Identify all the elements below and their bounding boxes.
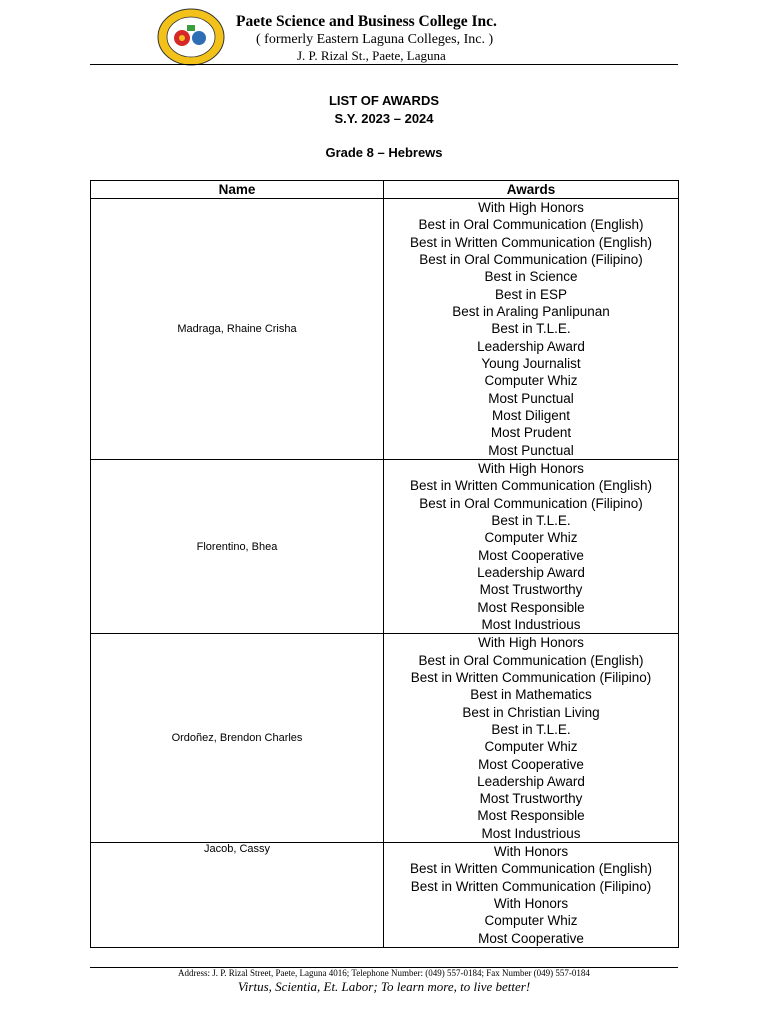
award-item: Most Punctual (488, 442, 574, 458)
award-item: Best in Christian Living (462, 704, 600, 720)
award-item: Leadership Award (477, 564, 585, 580)
document-title: LIST OF AWARDS (328, 93, 440, 108)
student-name: Jacob, Cassy (91, 843, 384, 948)
award-item: Best in T.L.E. (491, 721, 571, 737)
award-item: Most Trustworthy (479, 791, 583, 807)
award-item: With High Honors (478, 635, 584, 651)
awards-cell (384, 843, 679, 948)
table-row (91, 843, 679, 948)
grade-section: Grade 8 – Hebrews (325, 145, 443, 160)
award-item: Best in Written Communication (Filipino) (410, 878, 652, 894)
column-header-awards: Awards (384, 181, 679, 199)
award-item: Computer Whiz (484, 373, 578, 389)
footer-address: Address: J. P. Rizal Street, Paete, Laguna 4016; Telephone Number: (049) 557-0184; Fax Number (049) 557-0184 (178, 968, 590, 978)
award-item: With High Honors (478, 460, 584, 476)
student-name: Florentino, Bhea (91, 459, 384, 633)
header-divider (90, 64, 678, 65)
award-item: With Honors (493, 896, 569, 912)
award-item: Most Cooperative (478, 756, 584, 772)
table-row (91, 459, 679, 633)
award-item: Computer Whiz (484, 913, 578, 929)
award-item: Best in Science (484, 269, 578, 285)
award-item: Best in T.L.E. (491, 512, 571, 528)
award-item: Best in Oral Communication (Filipino) (419, 495, 643, 511)
award-item: Computer Whiz (484, 739, 578, 755)
award-item: Most Industrious (481, 825, 581, 841)
award-item: Most Punctual (488, 390, 574, 406)
award-item: Best in Written Communication (Filipino) (410, 669, 652, 685)
table-row (91, 199, 679, 460)
award-item: Best in Oral Communication (Filipino) (419, 251, 643, 267)
awards-cell (384, 199, 679, 460)
award-item: Most Prudent (490, 425, 572, 441)
student-name: Madraga, Rhaine Crisha (91, 199, 384, 460)
award-item: Best in Written Communication (English) (409, 861, 653, 877)
award-item: Best in Written Communication (English) (409, 478, 653, 494)
award-item: Best in Oral Communication (English) (418, 652, 644, 668)
student-name: Ordoñez, Brendon Charles (91, 634, 384, 843)
award-item: Most Responsible (477, 599, 585, 615)
awards-table (90, 180, 679, 948)
award-item: Best in ESP (494, 286, 568, 302)
award-item: Computer Whiz (484, 530, 578, 546)
award-item: Young Journalist (481, 355, 581, 371)
award-item: Best in Araling Panlipunan (452, 303, 610, 319)
award-item: Best in Mathematics (470, 687, 592, 703)
footer-motto: Virtus, Scientia, Et. Labor; To learn more, to live better! (237, 979, 531, 994)
award-item: Most Cooperative (478, 547, 584, 563)
award-item: With High Honors (478, 200, 584, 215)
award-item: With Honors (493, 844, 569, 860)
column-header-name: Name (91, 181, 384, 199)
award-item: Most Trustworthy (479, 582, 583, 598)
award-item: Most Cooperative (478, 930, 584, 946)
table-header-row (91, 181, 679, 199)
award-item: Best in Written Communication (English) (409, 234, 653, 250)
award-item: Most Industrious (481, 616, 581, 632)
school-name: Paete Science and Business College Inc. (236, 13, 497, 30)
school-address: J. P. Rizal St., Paete, Laguna (297, 48, 446, 63)
school-seal-icon (157, 8, 225, 66)
award-item: Leadership Award (477, 338, 585, 354)
award-item: Most Responsible (477, 808, 585, 824)
awards-cell (384, 634, 679, 843)
table-row (91, 634, 679, 843)
award-item: Best in Oral Communication (English) (418, 217, 644, 233)
award-item: Leadership Award (477, 773, 585, 789)
award-item: Most Diligent (491, 407, 571, 423)
school-former-name: ( formerly Eastern Laguna Colleges, Inc. ) (256, 32, 494, 47)
awards-cell (384, 459, 679, 633)
school-year: S.Y. 2023 – 2024 (334, 111, 434, 126)
award-item: Best in T.L.E. (491, 321, 571, 337)
